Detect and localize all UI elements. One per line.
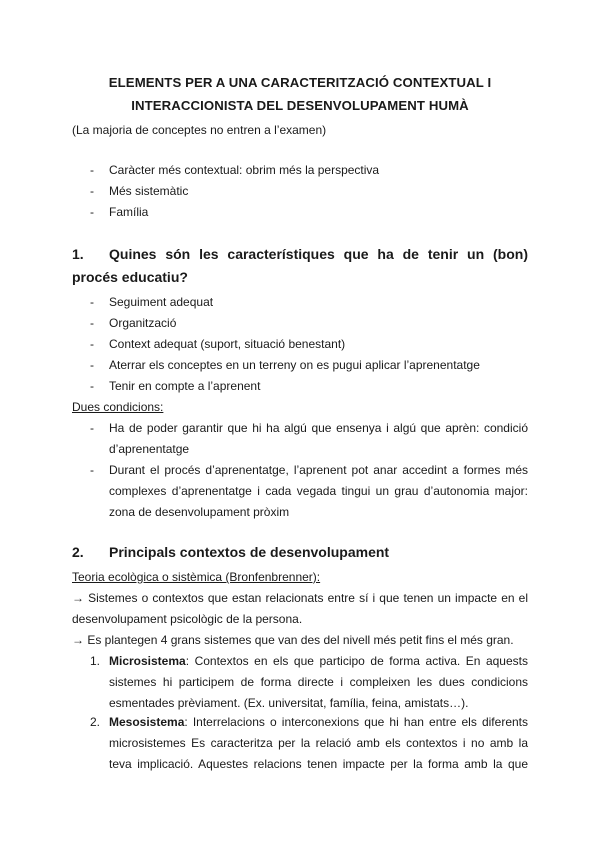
document-subtitle: (La majoria de conceptes no entren a l’examen) (72, 123, 327, 137)
list-item-text: Caràcter més contextual: obrim més la perspectiva (109, 163, 380, 177)
list-item-text: Més sistemàtic (109, 184, 189, 198)
bullet-dash: - (90, 379, 94, 393)
condition-line: Ha de poder garantir que hi ha algú que ensenya i algú que aprèn: condició (109, 421, 528, 435)
system-name: Mesosistema (109, 715, 185, 729)
section-2-title: Principals contextos de desenvolupament (109, 544, 390, 560)
document-title-line-2: INTERACCIONISTA DEL DESENVOLUPAMENT HUMÀ (131, 98, 469, 113)
bullet-dash: - (90, 316, 94, 330)
bullet-dash: - (90, 358, 94, 372)
bullet-dash: - (90, 295, 94, 309)
section-1-title-line-1: Quines són les característiques que ha de tenir un (bon) (109, 246, 528, 262)
condition-line: complexes d’aprenentatge i cada vegada tingui un grau d’autonomia major: (109, 484, 528, 498)
condition-line: Durant el procés d’aprenentatge, l’aprenent pot anar accedint a formes més (109, 463, 528, 477)
list-item-text: Context adequat (suport, situació benestant) (109, 337, 346, 351)
system-line: microsistemes Es caracteritza per la relació amb els contextos i no amb la (109, 736, 528, 750)
list-item-text: Aterrar els conceptes en un terreny on es pugui aplicar l’aprenentatge (109, 358, 480, 372)
system-line: sistemes hi participem de forma directe i compleixen les dues condicions (109, 675, 528, 689)
bullet-dash: - (90, 184, 94, 198)
section-2-number: 2. (72, 544, 84, 560)
system-number: 2. (90, 715, 101, 729)
bullet-dash: - (90, 463, 94, 477)
system-line (109, 715, 528, 729)
condition-line: d’aprenentatge (109, 442, 190, 456)
condition-line: zona de desenvolupament pròxim (109, 505, 290, 519)
theory-label: Teoria ecològica o sistèmica (Bronfenbrenner): (72, 570, 321, 584)
bullet-dash: - (90, 337, 94, 351)
arrow-paragraph-line: → Es plantegen 4 grans sistemes que van des del nivell més petit fins el més gran. (72, 633, 514, 647)
bullet-dash: - (90, 205, 94, 219)
list-item-text: Organització (109, 316, 177, 330)
section-1-number: 1. (72, 246, 84, 262)
list-item-text: Seguiment adequat (109, 295, 214, 309)
document-title-line-1: ELEMENTS PER A UNA CARACTERITZACIÓ CONTEXTUAL I (108, 75, 492, 90)
arrow-paragraph-line: desenvolupament psicològic de la persona. (72, 612, 303, 626)
system-text: : Interrelacions o interconexions que hi han entre els diferents (184, 715, 528, 729)
conditions-label: Dues condicions: (72, 400, 164, 414)
system-number: 1. (90, 654, 101, 668)
bullet-dash: - (90, 421, 94, 435)
section-1-title-line-2: procés educatiu? (72, 269, 188, 285)
system-text: : Contextos en els que participo de forma activa. En aquests (185, 654, 528, 668)
arrow-paragraph-line: → Sistemes o contextos que estan relacionats entre sí i que tenen un impacte en el (72, 591, 528, 605)
system-name: Microsistema (109, 654, 186, 668)
system-line: esmentades prèviament. (Ex. universitat, família, feina, amistats…). (109, 696, 469, 710)
list-item-text: Tenir en compte a l’aprenent (109, 379, 261, 393)
system-line: teva implicació. Aquestes relacions tenen impacte per la forma amb la que (109, 757, 528, 771)
system-line (109, 654, 528, 668)
bullet-dash: - (90, 163, 94, 177)
list-item-text: Família (109, 205, 149, 219)
